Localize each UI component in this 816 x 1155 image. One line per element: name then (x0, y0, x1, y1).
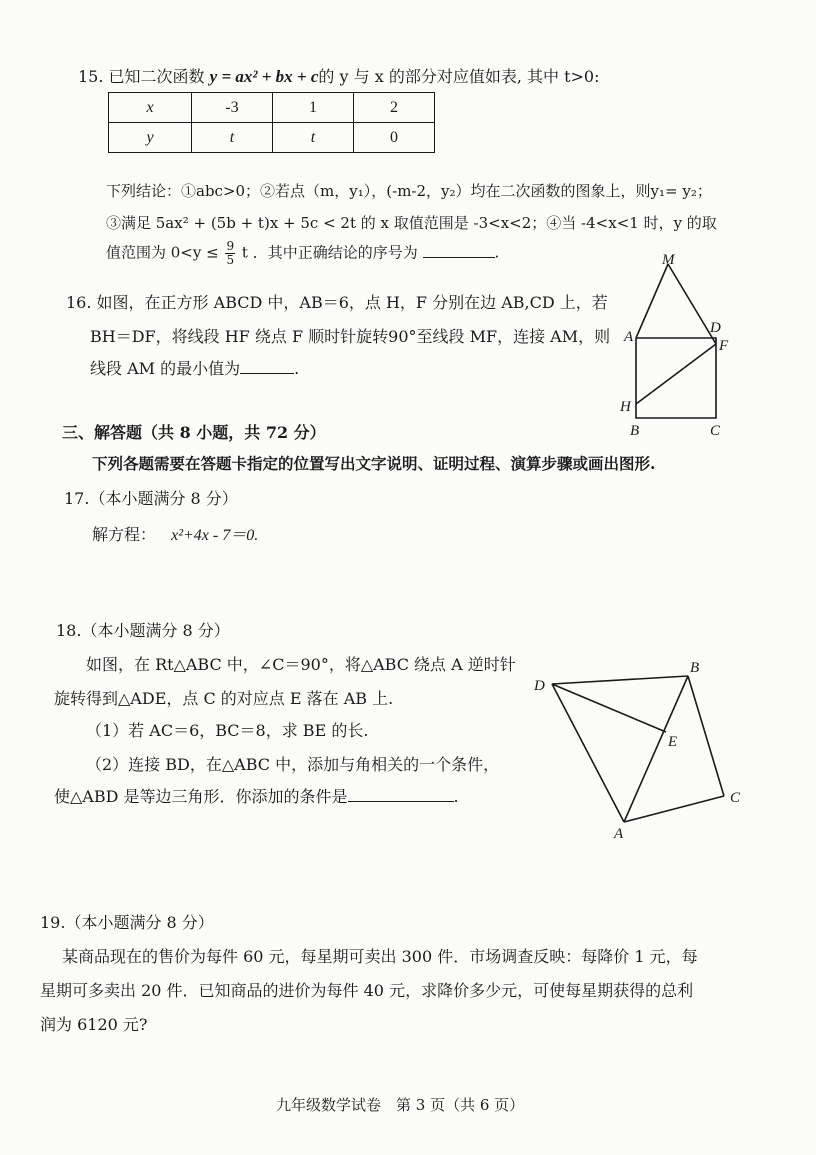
q15-period: . (494, 243, 500, 262)
q18-part2b-text: 使△ABD 是等边三角形．你添加的条件是 (54, 787, 348, 806)
label-c: C (730, 790, 741, 806)
table-cell: t (273, 123, 354, 153)
segment-am (636, 264, 668, 338)
q18-part1: （1）若 AC＝6，BC＝8，求 BE 的长. (86, 721, 369, 740)
q16-line3-text: 线段 AM 的最小值为 (90, 359, 241, 378)
q15-answer-blank (423, 257, 495, 258)
q15-function: y = ax² + bx + c (209, 67, 319, 86)
label-d: D (534, 678, 545, 694)
table-cell: t (192, 123, 273, 153)
table-cell: 0 (354, 123, 435, 153)
fraction-denominator: 5 (226, 253, 235, 267)
q18-period: . (453, 787, 459, 806)
q15-stem (78, 64, 599, 87)
segment-da (552, 684, 624, 822)
q16-line1 (66, 290, 608, 313)
q15-conclusions-line1: 下列结论：①abc>0；②若点（m，y₁），(-m-2，y₂）均在二次函数的图象上，则y₁= y₂； (106, 182, 712, 200)
q15-intro-tail: 的 y 与 x 的部分对应值如表, 其中 t>0: (318, 67, 600, 86)
q15-conclusions-line2: ③满足 5ax² + (5b + t)x + 5c < 2t 的 x 取值范围是 -3<x<2；④当 -4<x<1 时，y 的取 (106, 214, 717, 232)
q15-number: 15. (78, 67, 104, 86)
label-c: C (710, 423, 721, 439)
q16-line3 (90, 356, 299, 379)
segment-mf (668, 264, 716, 344)
square-abcd (636, 338, 716, 418)
q15-conclusions-line3 (106, 240, 499, 267)
label-a: A (624, 329, 634, 345)
segment-db (552, 676, 688, 684)
q15-fraction (225, 240, 235, 267)
section-instruction: 下列各题需要在答题卡指定的位置写出文字说明、证明过程、演算步骤或画出图形. (92, 454, 656, 473)
q16-line2: BH＝DF，将线段 HF 绕点 F 顺时针旋转90°至线段 MF，连接 AM，则 (90, 327, 611, 346)
label-d: D (710, 320, 721, 336)
q18-figure (526, 652, 758, 842)
table-cell: -3 (192, 93, 273, 123)
q19-line1: 某商品现在的售价为每件 60 元，每星期可卖出 300 件．市场调查反映：每降价 1 元，每 (62, 947, 698, 966)
q17-label: 解方程： (92, 525, 157, 544)
segment-hf (636, 344, 716, 404)
q19-line3: 润为 6120 元? (40, 1015, 148, 1034)
q19-header: 19.（本小题满分 8 分） (40, 913, 214, 932)
q16-number: 16. (66, 293, 92, 312)
table-cell: 2 (354, 93, 435, 123)
q17-header: 17.（本小题满分 8 分） (64, 489, 238, 508)
table-row (109, 93, 435, 123)
q15-answer-prompt: t ．其中正确结论的序号为 (241, 243, 418, 262)
table-row (109, 123, 435, 153)
label-h: H (620, 399, 631, 415)
label-b: B (690, 660, 700, 676)
q17-equation: x²+4x - 7＝0. (171, 527, 259, 544)
segment-bc (688, 676, 724, 796)
label-b: B (630, 423, 640, 439)
label-e: E (668, 734, 678, 750)
fraction-numerator: 9 (226, 239, 235, 253)
q18-answer-blank (348, 801, 454, 802)
q16-period: . (294, 359, 300, 378)
q18-line2: 旋转得到△ADE，点 C 的对应点 E 落在 AB 上. (54, 689, 394, 708)
q18-part2: （2）连接 BD，在△ABC 中，添加与角相关的一个条件， (86, 755, 500, 774)
table-cell: x (109, 93, 192, 123)
page-footer: 九年级数学试卷 第 3 页（共 6 页） (276, 1096, 525, 1114)
q18-line1: 如图，在 Rt△ABC 中，∠C＝90°，将△ABC 绕点 A 逆时针 (86, 655, 516, 674)
table-cell: 1 (273, 93, 354, 123)
segment-ab (624, 676, 688, 822)
q15-value-table (108, 92, 435, 153)
label-a: A (614, 826, 624, 842)
q16-answer-blank (240, 373, 294, 374)
q18-header: 18.（本小题满分 8 分） (56, 621, 230, 640)
label-f: F (719, 338, 729, 354)
q17-equation-line (92, 522, 258, 545)
q16-line1-text: 如图，在正方形 ABCD 中，AB＝6，点 H，F 分别在边 AB,CD 上，若 (96, 293, 608, 312)
segment-de (552, 684, 666, 732)
table-cell: y (109, 123, 192, 153)
q15-intro: 已知二次函数 (108, 67, 205, 86)
q16-figure (612, 248, 732, 444)
section-title: 三、解答题（共 8 小题，共 72 分） (62, 423, 326, 442)
q18-part2b (54, 784, 459, 807)
label-m: M (662, 252, 675, 268)
q19-line2: 星期可多卖出 20 件．已知商品的进价为每件 40 元，求降价多少元，可使每星期获得的总利 (40, 981, 694, 1000)
q15-range-text: 值范围为 0<y ≤ (106, 243, 219, 262)
segment-ac (624, 796, 724, 822)
